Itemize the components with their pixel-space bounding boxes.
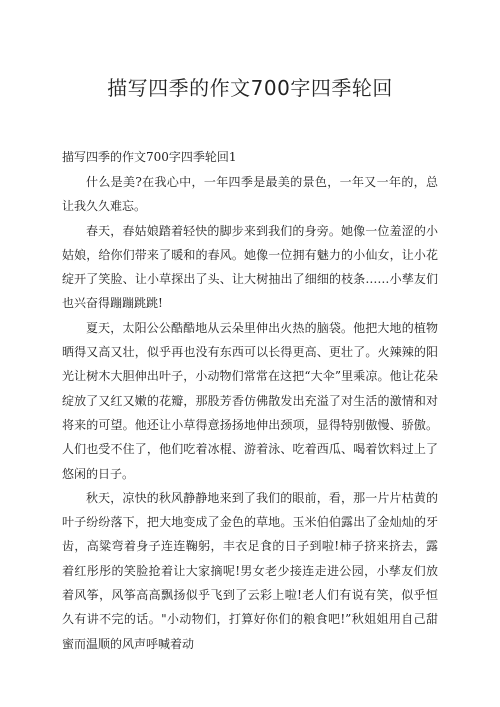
- paragraph-autumn: 秋天，凉快的秋风静静地来到了我们的眼前，看，那一片片枯黄的叶子纷纷落下，把大地变成了金色的草地。玉米伯伯露出了金灿灿的牙齿，高粱弯着身子连连鞠躬，丰衣足食的日子到啦!柿子挤来挤去，露着红彤彤的笑脸抢着让大家摘呢!男女老少接连走进公园，小孳友们放着风筝，风筝高高飘扬似乎飞到了云彩上啦!老人们有说有笑，似乎恒久有讲不完的话。"小动物们，打算好你们的粮食吧!”秋姐姐用自己甜蜜而温顺的风声呼喊着动: [62, 490, 438, 651]
- paragraph-spring: 春天，春姑娘踏着轻快的脚步来到我们的身旁。她像一位羞涩的小姑娘，给你们带来了暖和的春风。她像一位拥有魅力的小仙女，让小花绽开了笑脸、让小草探出了头、让大树抽出了细细的枝条……小孳友们也兴奋得蹦蹦跳跳!: [62, 223, 438, 311]
- document-body: [62, 170, 438, 656]
- paragraph-summer: 夏天，太阳公公酷酷地从云朵里伸出火热的脑袋。他把大地的植物晒得又高又壮，似乎再也没有东西可以长得更高、更壮了。火辣辣的阳光让树木大胆伸出叶子，小动物们常常在这把“大伞”里乘凉。他让花朵绽放了又红又嫩的花瓣，那股芳香仿佛散发出充溢了对生活的激情和对将来的可望。他还让小草得意扬扬地伸出颈项，显得特别傲慢、骄傲。人们也受不住了，他们吃着冰棍、游着泳、吃着西瓜、喝着饮料过上了悠闲的日子。: [62, 320, 438, 481]
- paragraph-intro: 什么是美?在我心中，一年四季是最美的景色，一年又一年的，总让我久久难忘。: [62, 175, 438, 214]
- document-title: 描写四季的作文700字四季轮回: [107, 76, 393, 100]
- section-heading: 描写四季的作文700字四季轮回1: [62, 150, 237, 164]
